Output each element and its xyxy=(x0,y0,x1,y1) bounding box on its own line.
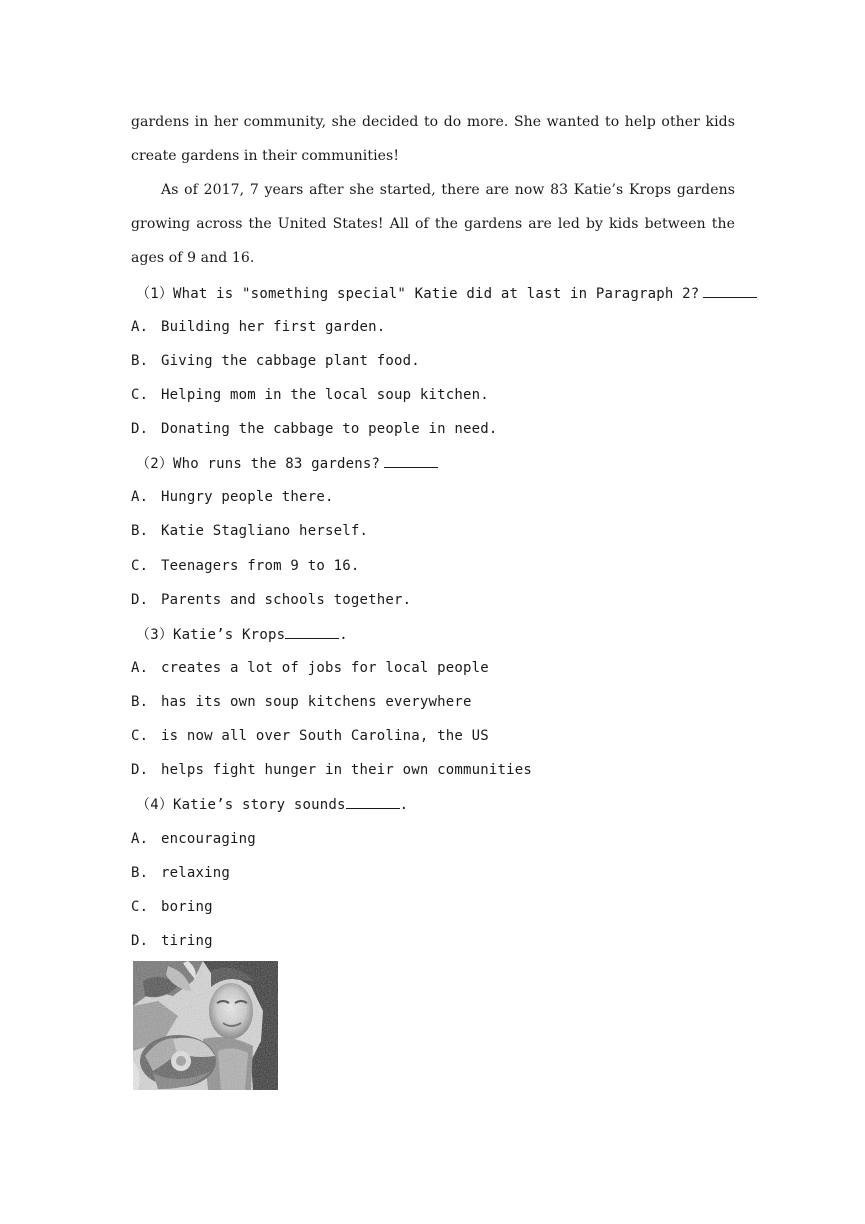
answer-blank xyxy=(703,283,757,298)
option-letter: D. xyxy=(131,421,149,437)
question-text: （4）Katie’s story sounds xyxy=(136,797,346,813)
option-text: helps fight hunger in their own communities xyxy=(161,762,533,778)
option-item xyxy=(131,590,735,610)
option-text: Donating the cabbage to people in need. xyxy=(161,421,498,437)
option-text: Building her first garden. xyxy=(161,319,386,335)
option-item xyxy=(131,829,735,849)
option-item xyxy=(131,317,735,337)
question-stem xyxy=(136,453,740,474)
option-letter: B. xyxy=(131,694,149,710)
option-letter: D. xyxy=(131,762,149,778)
option-text: relaxing xyxy=(161,865,231,881)
option-text: Giving the cabbage plant food. xyxy=(161,353,420,369)
question-stem xyxy=(136,283,740,304)
option-letter: B. xyxy=(131,865,149,881)
answer-blank xyxy=(285,624,339,639)
option-text: creates a lot of jobs for local people xyxy=(161,660,489,676)
option-letter: C. xyxy=(131,728,149,744)
question-stem xyxy=(136,624,740,645)
option-item xyxy=(131,692,735,712)
question-stem xyxy=(136,794,740,815)
option-text: Parents and schools together. xyxy=(161,592,412,608)
option-item xyxy=(131,521,735,541)
option-item xyxy=(131,351,735,371)
girl-with-cabbage-photo xyxy=(133,961,278,1090)
option-text: tiring xyxy=(161,933,213,949)
option-text: has its own soup kitchens everywhere xyxy=(161,694,472,710)
option-text: Hungry people there. xyxy=(161,489,334,505)
question-text: （2）Who runs the 83 gardens? xyxy=(136,456,381,472)
option-letter: C. xyxy=(131,558,149,574)
passage-line: create gardens in their communities! xyxy=(131,148,400,164)
option-letter: D. xyxy=(131,933,149,949)
answer-blank xyxy=(384,453,438,468)
passage-line: growing across the United States! All of the gardens are led by kids between the xyxy=(131,216,735,232)
option-item xyxy=(131,863,735,883)
option-letter: A. xyxy=(131,660,149,676)
option-item xyxy=(131,385,735,405)
option-text: encouraging xyxy=(161,831,256,847)
option-letter: A. xyxy=(131,319,149,335)
option-text: boring xyxy=(161,899,213,915)
option-letter: A. xyxy=(131,831,149,847)
option-item xyxy=(131,726,735,746)
option-letter: A. xyxy=(131,489,149,505)
option-text: Helping mom in the local soup kitchen. xyxy=(161,387,489,403)
option-item xyxy=(131,931,735,951)
option-letter: B. xyxy=(131,353,149,369)
passage-line: gardens in her community, she decided to do more. She wanted to help other kids xyxy=(131,114,735,130)
question-end: . xyxy=(339,627,348,643)
answer-blank xyxy=(346,794,400,809)
option-item xyxy=(131,419,735,439)
question-end: . xyxy=(399,797,409,813)
option-letter: C. xyxy=(131,899,149,915)
option-text: Teenagers from 9 to 16. xyxy=(161,558,360,574)
option-item xyxy=(131,487,735,507)
option-item xyxy=(131,556,735,576)
option-item xyxy=(131,897,735,917)
option-text: is now all over South Carolina, the US xyxy=(161,728,489,744)
question-text: （1）What is "something special" Katie did at last in Paragraph 2? xyxy=(136,286,700,302)
option-letter: B. xyxy=(131,523,149,539)
option-text: Katie Stagliano herself. xyxy=(161,523,369,539)
passage-line: As of 2017, 7 years after she started, there are now 83 Katie’s Krops gardens xyxy=(161,182,735,198)
option-item xyxy=(131,760,735,780)
question-text: （3）Katie’s Krops xyxy=(136,627,286,643)
passage-line: ages of 9 and 16. xyxy=(131,250,255,266)
option-letter: D. xyxy=(131,592,149,608)
option-letter: C. xyxy=(131,387,149,403)
option-item xyxy=(131,658,735,678)
